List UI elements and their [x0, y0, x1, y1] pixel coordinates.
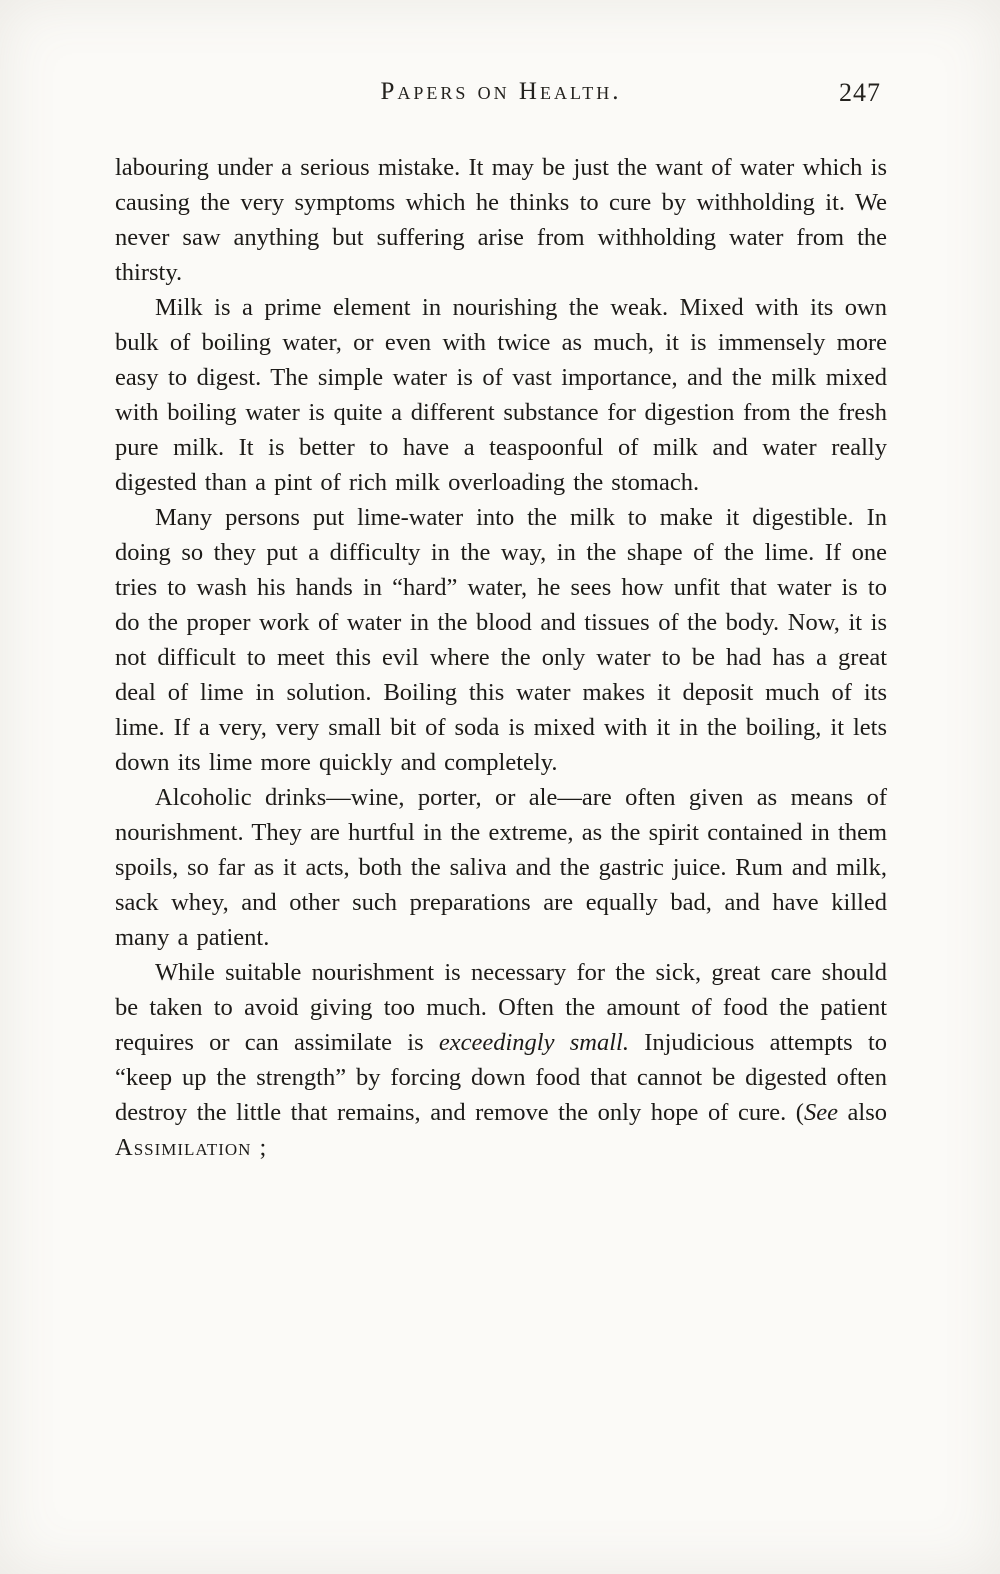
text-run: Alcoholic drinks—wine, porter, or ale—are often given as means of nourishment. They are hurtful in the extreme, as the spirit contained in them spoils, so far as it acts, both the saliva and the gastric juice. Rum and milk, sack whey, and other such preparations are equally bad, and have killed many a patient. [115, 784, 887, 951]
text-run: Many persons put lime-water into the milk to make it digestible. In doing so they put a difficulty in the way, in the shape of the lime. If one tries to wash his hands in “hard” water, he sees how unfit that water is to do the proper work of water in the blood and tissues of the body. Now, it is not difficult to meet this evil where the only water to be had has a great deal of lime in solution. Boiling this water makes it deposit much of its lime. If a very, very small bit of soda is mixed with it in the boiling, it lets down its lime more quickly and completely. [115, 504, 887, 776]
text-run: See [803, 1099, 838, 1126]
text-run: Milk is a prime element in nourishing the weak. Mixed with its own bulk of boiling water, or even with twice as much, it is immensely more easy to digest. The simple water is of vast importance, and the milk mixed with boiling water is quite a different substance for digestion from the fresh pure milk. It is better to have a teaspoonful of milk and water really digested than a pint of rich milk overloading the stomach. [115, 294, 887, 496]
text-run: While suitable nourishment is necessary for the sick, great care should be taken to avoid giving too much. Often the amount of food the patient requires or can assimilate is [115, 959, 887, 1056]
text-run: Injudicious attempts to “keep up the strength” by forcing down food that cannot be digested often destroy the little that remains, and remove the only hope of cure. ( [115, 1029, 887, 1126]
text-run: also [837, 1099, 887, 1126]
text-block [115, 78, 887, 1165]
paragraph [115, 290, 887, 500]
paragraph [115, 955, 887, 1165]
paragraph [115, 150, 887, 290]
text-run: ; [251, 1134, 267, 1161]
running-head [115, 78, 887, 122]
page-number: 247 [839, 78, 881, 107]
text-run: Assimilation [115, 1134, 252, 1161]
text-run: exceedingly small. [438, 1029, 629, 1056]
paragraph [115, 780, 887, 955]
page-body [115, 150, 887, 1165]
text-run: labouring under a serious mistake. It may be just the want of water which is causing the very symptoms which he thinks to cure by withholding it. We never saw anything but suffering arise from withholding water from the thirsty. [115, 154, 887, 286]
paragraph [115, 500, 887, 780]
page-title: Papers on Health. [380, 78, 622, 105]
